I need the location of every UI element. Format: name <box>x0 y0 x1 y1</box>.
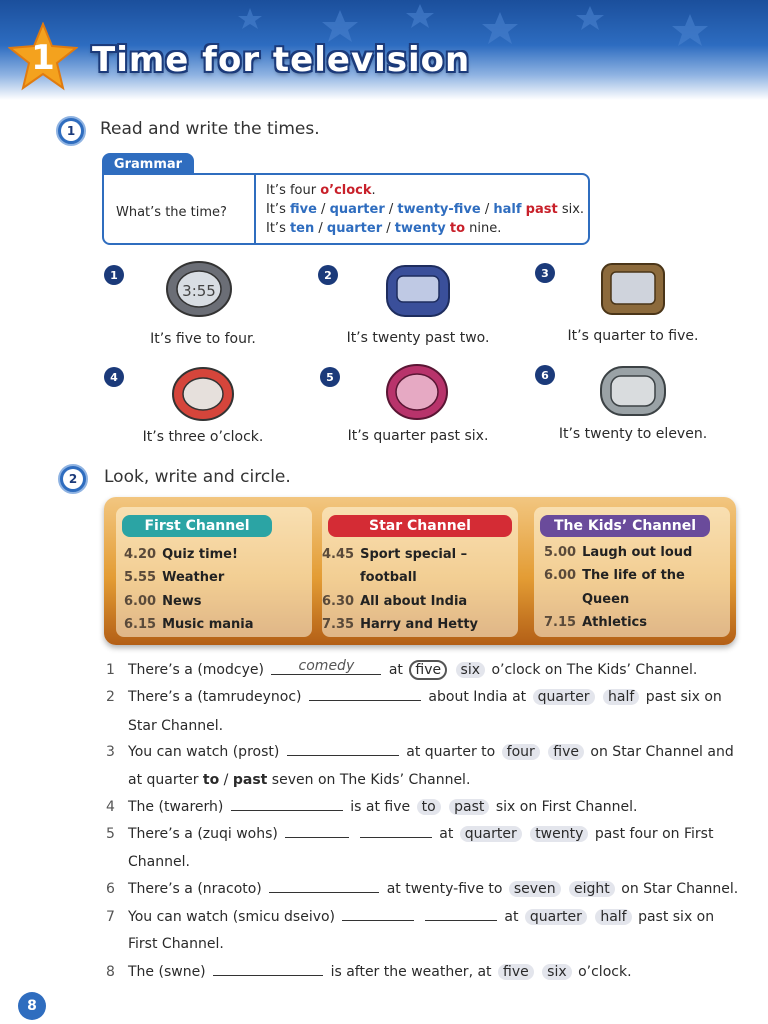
watch-4-icon <box>168 365 238 423</box>
exercise-2-answer-field[interactable] <box>309 688 421 701</box>
first-channel-program-3: 6.00 News <box>124 594 202 609</box>
exercise-3-answer-field[interactable] <box>287 743 399 756</box>
grammar-divider <box>254 175 256 243</box>
exercise-2-option-half[interactable]: half <box>603 689 639 705</box>
watch-2-caption: It’s twenty past two. <box>346 330 490 346</box>
first-channel-panel <box>116 507 312 637</box>
star-channel-panel <box>322 507 518 637</box>
exercise-8-answer-field[interactable] <box>213 963 323 976</box>
watch-3-number: 3 <box>535 263 555 283</box>
exercise-1-option-five[interactable]: five <box>409 660 447 680</box>
grammar-tab: Grammar <box>102 153 194 175</box>
first-channel-header: First Channel <box>122 515 272 537</box>
exercise-5-option-quarter[interactable]: quarter <box>460 826 522 842</box>
star-channel-program-1: 4.45 Sport special – <box>322 547 468 562</box>
section-2-number: 2 <box>63 469 83 489</box>
star-channel-program-2: football <box>360 570 417 585</box>
section-2-title: Look, write and circle. <box>104 467 291 487</box>
section-1-badge <box>56 116 86 146</box>
watch-6-icon <box>598 362 668 420</box>
exercise-6: 6 There’s a (nracoto) at twenty-five to seven eight on Star Channel. <box>106 881 739 897</box>
exercise-2-option-quarter[interactable]: quarter <box>533 689 595 705</box>
watch-3-icon <box>598 260 668 318</box>
exercise-5: 5 There’s a (zuqi wohs) at quarter twenty past four on First <box>106 826 714 842</box>
tv-guide <box>104 497 736 645</box>
exercise-2-line-2: Star Channel. <box>128 718 224 734</box>
exercise-7-line-2: First Channel. <box>128 936 224 952</box>
grammar-line-2: It’s five / quarter / twenty-five / half past six. <box>266 202 585 217</box>
exercise-3-option-to[interactable]: to <box>202 772 220 788</box>
kids-channel-program-2: 6.00 The life of the <box>544 568 685 583</box>
exercise-1-answer-field[interactable]: comedy <box>271 662 381 675</box>
kids-channel-program-4: 7.15 Athletics <box>544 615 647 630</box>
grammar-line-1: It’s four o’clock. <box>266 183 376 198</box>
exercise-1: 1 There’s a (modcye) comedy at five six o’clock on The Kids’ Channel. <box>106 658 698 678</box>
exercise-5-answer-field-2[interactable] <box>360 825 432 838</box>
first-channel-program-4: 6.15 Music mania <box>124 617 254 632</box>
lesson-number: 1 <box>31 38 55 78</box>
watch-1-caption: It’s five to four. <box>150 331 256 347</box>
page-title: Time for television <box>92 40 471 80</box>
exercise-7-option-half[interactable]: half <box>595 909 631 925</box>
exercise-1-option-six[interactable]: six <box>456 662 485 678</box>
watch-1-display: 3:55 <box>182 282 216 300</box>
watch-2-number: 2 <box>318 265 338 285</box>
exercise-3-option-four[interactable]: four <box>502 744 540 760</box>
section-1-number: 1 <box>61 121 81 141</box>
star-channel-program-4: 7.35 Harry and Hetty <box>322 617 479 632</box>
exercise-7-option-quarter[interactable]: quarter <box>525 909 587 925</box>
exercise-4-option-past[interactable]: past <box>449 799 489 815</box>
watch-6-number: 6 <box>535 365 555 385</box>
first-channel-program-2: 5.55 Weather <box>124 570 225 585</box>
grammar-lines <box>266 181 584 238</box>
exercise-8: 8 The (swne) is after the weather, at five six o’clock. <box>106 964 632 980</box>
first-channel-program-1: 4.20 Quiz time! <box>124 547 238 562</box>
exercise-8-option-five[interactable]: five <box>498 964 534 980</box>
exercise-6-answer-field[interactable] <box>269 880 379 893</box>
watch-1-number: 1 <box>104 265 124 285</box>
grammar-box <box>102 173 590 245</box>
exercise-3: 3 You can watch (prost) at quarter to four five on Star Channel and <box>106 744 734 760</box>
exercise-8-option-six[interactable]: six <box>542 964 571 980</box>
watch-5-icon <box>382 363 452 421</box>
watch-2-icon <box>383 262 453 320</box>
section-1-title: Read and write the times. <box>100 119 320 139</box>
kids-channel-panel <box>534 507 730 637</box>
exercise-6-option-seven[interactable]: seven <box>509 881 561 897</box>
kids-channel-header: The Kids’ Channel <box>540 515 710 537</box>
exercise-3-line-2: at quarter to / past seven on The Kids’ Channel. <box>128 772 471 788</box>
page-number: 8 <box>18 992 46 1020</box>
watch-4-caption: It’s three o’clock. <box>142 429 264 445</box>
grammar-line-3: It’s ten / quarter / twenty to nine. <box>266 221 502 236</box>
exercise-5-line-2: Channel. <box>128 854 190 870</box>
kids-channel-program-3: Queen <box>582 592 630 607</box>
exercise-3-option-past[interactable]: past <box>232 772 268 788</box>
section-2-badge <box>58 464 88 494</box>
exercise-4-answer-field[interactable] <box>231 798 343 811</box>
exercise-7: 7 You can watch (smicu dseivo) at quarter half past six on <box>106 909 715 925</box>
exercise-7-answer-field-2[interactable] <box>425 908 497 921</box>
watch-5-number: 5 <box>320 367 340 387</box>
kids-channel-program-1: 5.00 Laugh out loud <box>544 545 693 560</box>
exercise-6-option-eight[interactable]: eight <box>569 881 615 897</box>
watch-6-caption: It’s twenty to eleven. <box>558 426 708 442</box>
exercise-4: 4 The (twarerh) is at five to past six on First Channel. <box>106 799 638 815</box>
exercise-4-option-to[interactable]: to <box>417 799 441 815</box>
star-channel-program-3: 6.30 All about India <box>322 594 468 609</box>
exercise-5-option-twenty[interactable]: twenty <box>530 826 588 842</box>
exercise-2: 2 There’s a (tamrudeynoc) about India at quarter half past six on <box>106 689 722 705</box>
watch-3-caption: It’s quarter to five. <box>567 328 699 344</box>
star-channel-header: Star Channel <box>328 515 512 537</box>
watch-5-caption: It’s quarter past six. <box>347 428 489 444</box>
watch-4-number: 4 <box>104 367 124 387</box>
exercise-7-answer-field-1[interactable] <box>342 908 414 921</box>
exercise-3-option-five[interactable]: five <box>548 744 584 760</box>
exercise-5-answer-field-1[interactable] <box>285 825 349 838</box>
grammar-question: What’s the time? <box>116 205 227 220</box>
